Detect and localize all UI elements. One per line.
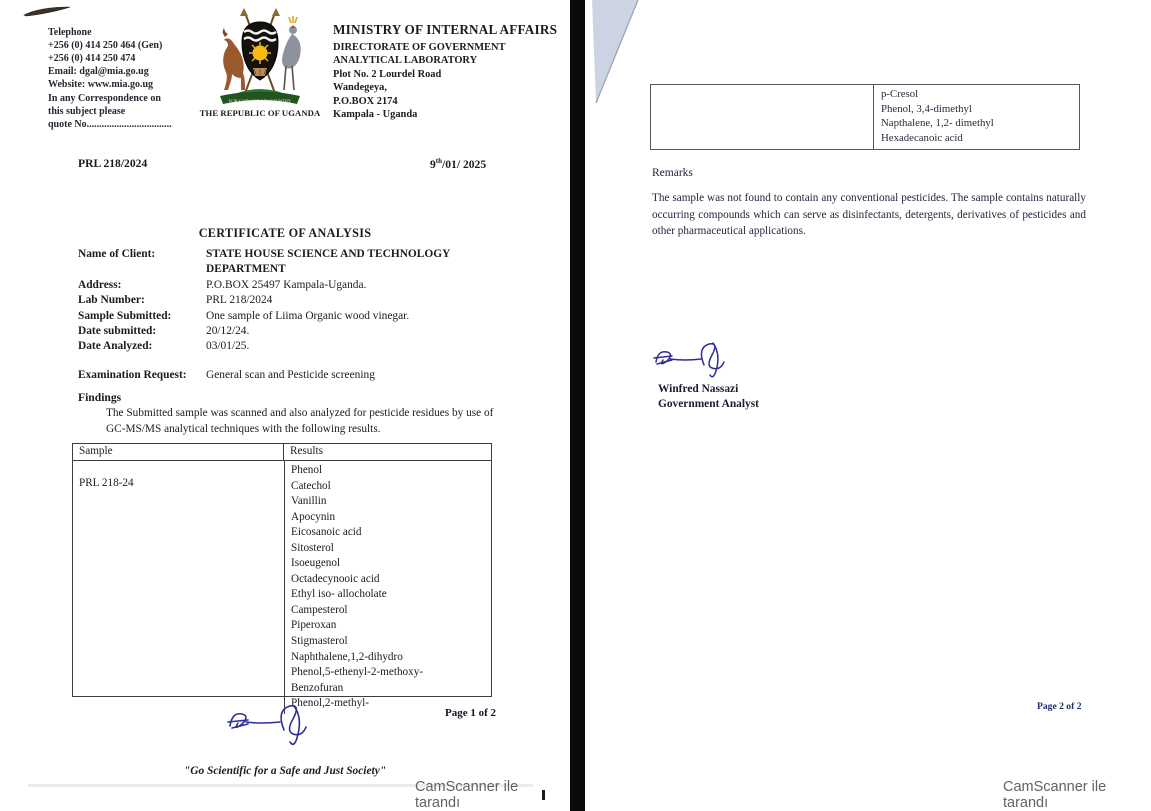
result-item: Ethyl iso- allocholate <box>291 588 387 601</box>
signature-page2 <box>648 338 744 388</box>
contact-line: +256 (0) 414 250 474 <box>48 53 136 64</box>
detail-value: One sample of Liima Organic wood vinegar. <box>206 309 410 322</box>
ministry-line: Kampala - Uganda <box>333 109 418 121</box>
contact-line: +256 (0) 414 250 464 (Gen) <box>48 40 163 51</box>
detail-label: Sample Submitted: <box>78 309 172 322</box>
ministry-line: Plot No. 2 Lourdel Road <box>333 68 442 80</box>
detail-row <box>78 339 518 354</box>
motto-text: "Go Scientific for a Safe and Just Society" <box>183 765 387 777</box>
examination-request-label: Examination Request: <box>78 369 187 381</box>
results-table-body <box>73 461 491 710</box>
result-item: Eicosanoic acid <box>291 526 362 539</box>
detail-value: PRL 218/2024 <box>206 294 273 307</box>
ministry-line: ANALYTICAL LABORATORY <box>333 55 478 67</box>
result-item: Naphthalene,1,2-dihydro <box>291 650 403 663</box>
result-item: Sitosterol <box>291 541 334 554</box>
results-list <box>284 461 491 714</box>
result-item: Stigmasterol <box>291 635 348 648</box>
results-list-continued <box>873 85 1079 149</box>
detail-value: STATE HOUSE SCIENCE AND TECHNOLOGY <box>206 248 451 260</box>
detail-row <box>78 293 518 308</box>
detail-label: Date Analyzed: <box>78 340 153 353</box>
detail-value: DEPARTMENT <box>206 263 286 276</box>
detail-label: Name of Client: <box>78 248 156 260</box>
client-details <box>78 247 518 355</box>
column-header-sample: Sample <box>79 445 113 457</box>
result-item: Phenol,2-methyl- <box>291 697 369 710</box>
page-number-label: Page 1 of 2 <box>445 707 497 719</box>
result-item: Hexadecanoic acid <box>881 131 963 144</box>
result-item: Catechol <box>291 479 331 492</box>
result-item: Napthalene, 1,2- dimethyl <box>881 117 994 130</box>
lab-reference-number: PRL 218/2024 <box>78 157 148 170</box>
detail-row <box>78 278 518 293</box>
result-item: p-Cresol <box>881 88 919 100</box>
detail-label: Date submitted: <box>78 325 157 338</box>
page-divider-bar <box>570 0 585 811</box>
correspondence-line: In any Correspondence on <box>48 93 161 104</box>
result-item: Vanillin <box>291 495 327 508</box>
detail-row <box>78 309 518 324</box>
result-item: Phenol <box>291 464 323 476</box>
contact-line: Telephone <box>48 27 92 38</box>
result-item: Isoeugenol <box>291 557 341 570</box>
result-item: Phenol,5-ethenyl-2-methoxy- <box>291 666 424 679</box>
signature-page1 <box>222 700 326 756</box>
results-table-header <box>73 444 491 461</box>
examination-request-value: General scan and Pesticide screening <box>206 369 375 381</box>
results-table-page1 <box>72 443 492 710</box>
certificate-title: CERTIFICATE OF ANALYSIS <box>198 226 372 240</box>
ministry-header <box>333 22 557 121</box>
correspondence-line: quote No.................................. <box>48 119 172 130</box>
emblem-caption: THE REPUBLIC OF UGANDA <box>199 108 321 118</box>
result-item: Octadecynooic acid <box>291 572 380 585</box>
contact-line: Email: dgal@mia.go.ug <box>48 66 149 77</box>
page-corner-fold <box>585 0 655 110</box>
signatory-name: Winfred Nassazi <box>658 383 739 395</box>
result-item: Apocynin <box>291 510 336 523</box>
camscanner-watermark: CamScanner ile tarandı <box>1003 779 1107 811</box>
result-item: Phenol, 3,4-dimethyl <box>881 102 972 115</box>
findings-text: The Submitted sample was scanned and also analyzed for pesticide residues by use of GC-MS/MS analytical techniques with the following results. <box>106 407 494 435</box>
document-date: 9th/01/ 2025 <box>430 157 487 171</box>
remarks-text: The sample was not found to contain any conventional pesticides. The sample contains naturally occurring compounds which can serve as disinfectants, detergents, derivatives of pesticides and other pharmaceutical applications. <box>652 192 1086 238</box>
emblem-banner-text: FOR GOD AND MY COUNTRY <box>228 98 292 104</box>
correspondence-note <box>48 92 172 131</box>
ministry-line: DIRECTORATE OF GOVERNMENT <box>333 42 506 53</box>
correspondence-line: this subject please <box>48 106 126 117</box>
detail-row <box>78 262 518 277</box>
camscanner-watermark: CamScanner ile tarandı <box>415 779 519 811</box>
column-header-results: Results <box>283 444 491 460</box>
examination-request-row <box>78 369 518 381</box>
result-item: Benzofuran <box>291 681 344 694</box>
page-number-label: Page 2 of 2 <box>1037 701 1082 712</box>
uganda-coat-of-arms-icon <box>200 4 320 108</box>
detail-value: P.O.BOX 25497 Kampala-Uganda. <box>206 278 367 291</box>
ministry-line: P.O.BOX 2174 <box>333 95 398 107</box>
detail-row <box>78 247 518 262</box>
remarks-heading: Remarks <box>652 167 693 179</box>
result-item: Piperoxan <box>291 619 337 632</box>
contact-line: Website: www.mia.go.ug <box>48 79 153 90</box>
results-table-page2 <box>650 84 1080 150</box>
result-item: Campesterol <box>291 603 348 616</box>
pen-stroke-mark <box>20 2 76 20</box>
detail-row <box>78 324 518 339</box>
detail-label: Lab Number: <box>78 294 145 307</box>
sample-id-cell: PRL 218-24 <box>79 477 134 489</box>
contact-block <box>48 26 162 91</box>
detail-value: 20/12/24. <box>206 325 250 338</box>
empty-sample-cell <box>651 85 873 149</box>
detail-label: Address: <box>78 278 122 291</box>
findings-heading: Findings <box>78 391 122 404</box>
ministry-title: MINISTRY OF INTERNAL AFFAIRS <box>333 22 558 37</box>
signatory-title: Government Analyst <box>658 398 759 410</box>
stray-mark <box>542 790 545 800</box>
detail-value: 03/01/25. <box>206 340 250 353</box>
ministry-line: Wandegeya, <box>333 82 387 94</box>
